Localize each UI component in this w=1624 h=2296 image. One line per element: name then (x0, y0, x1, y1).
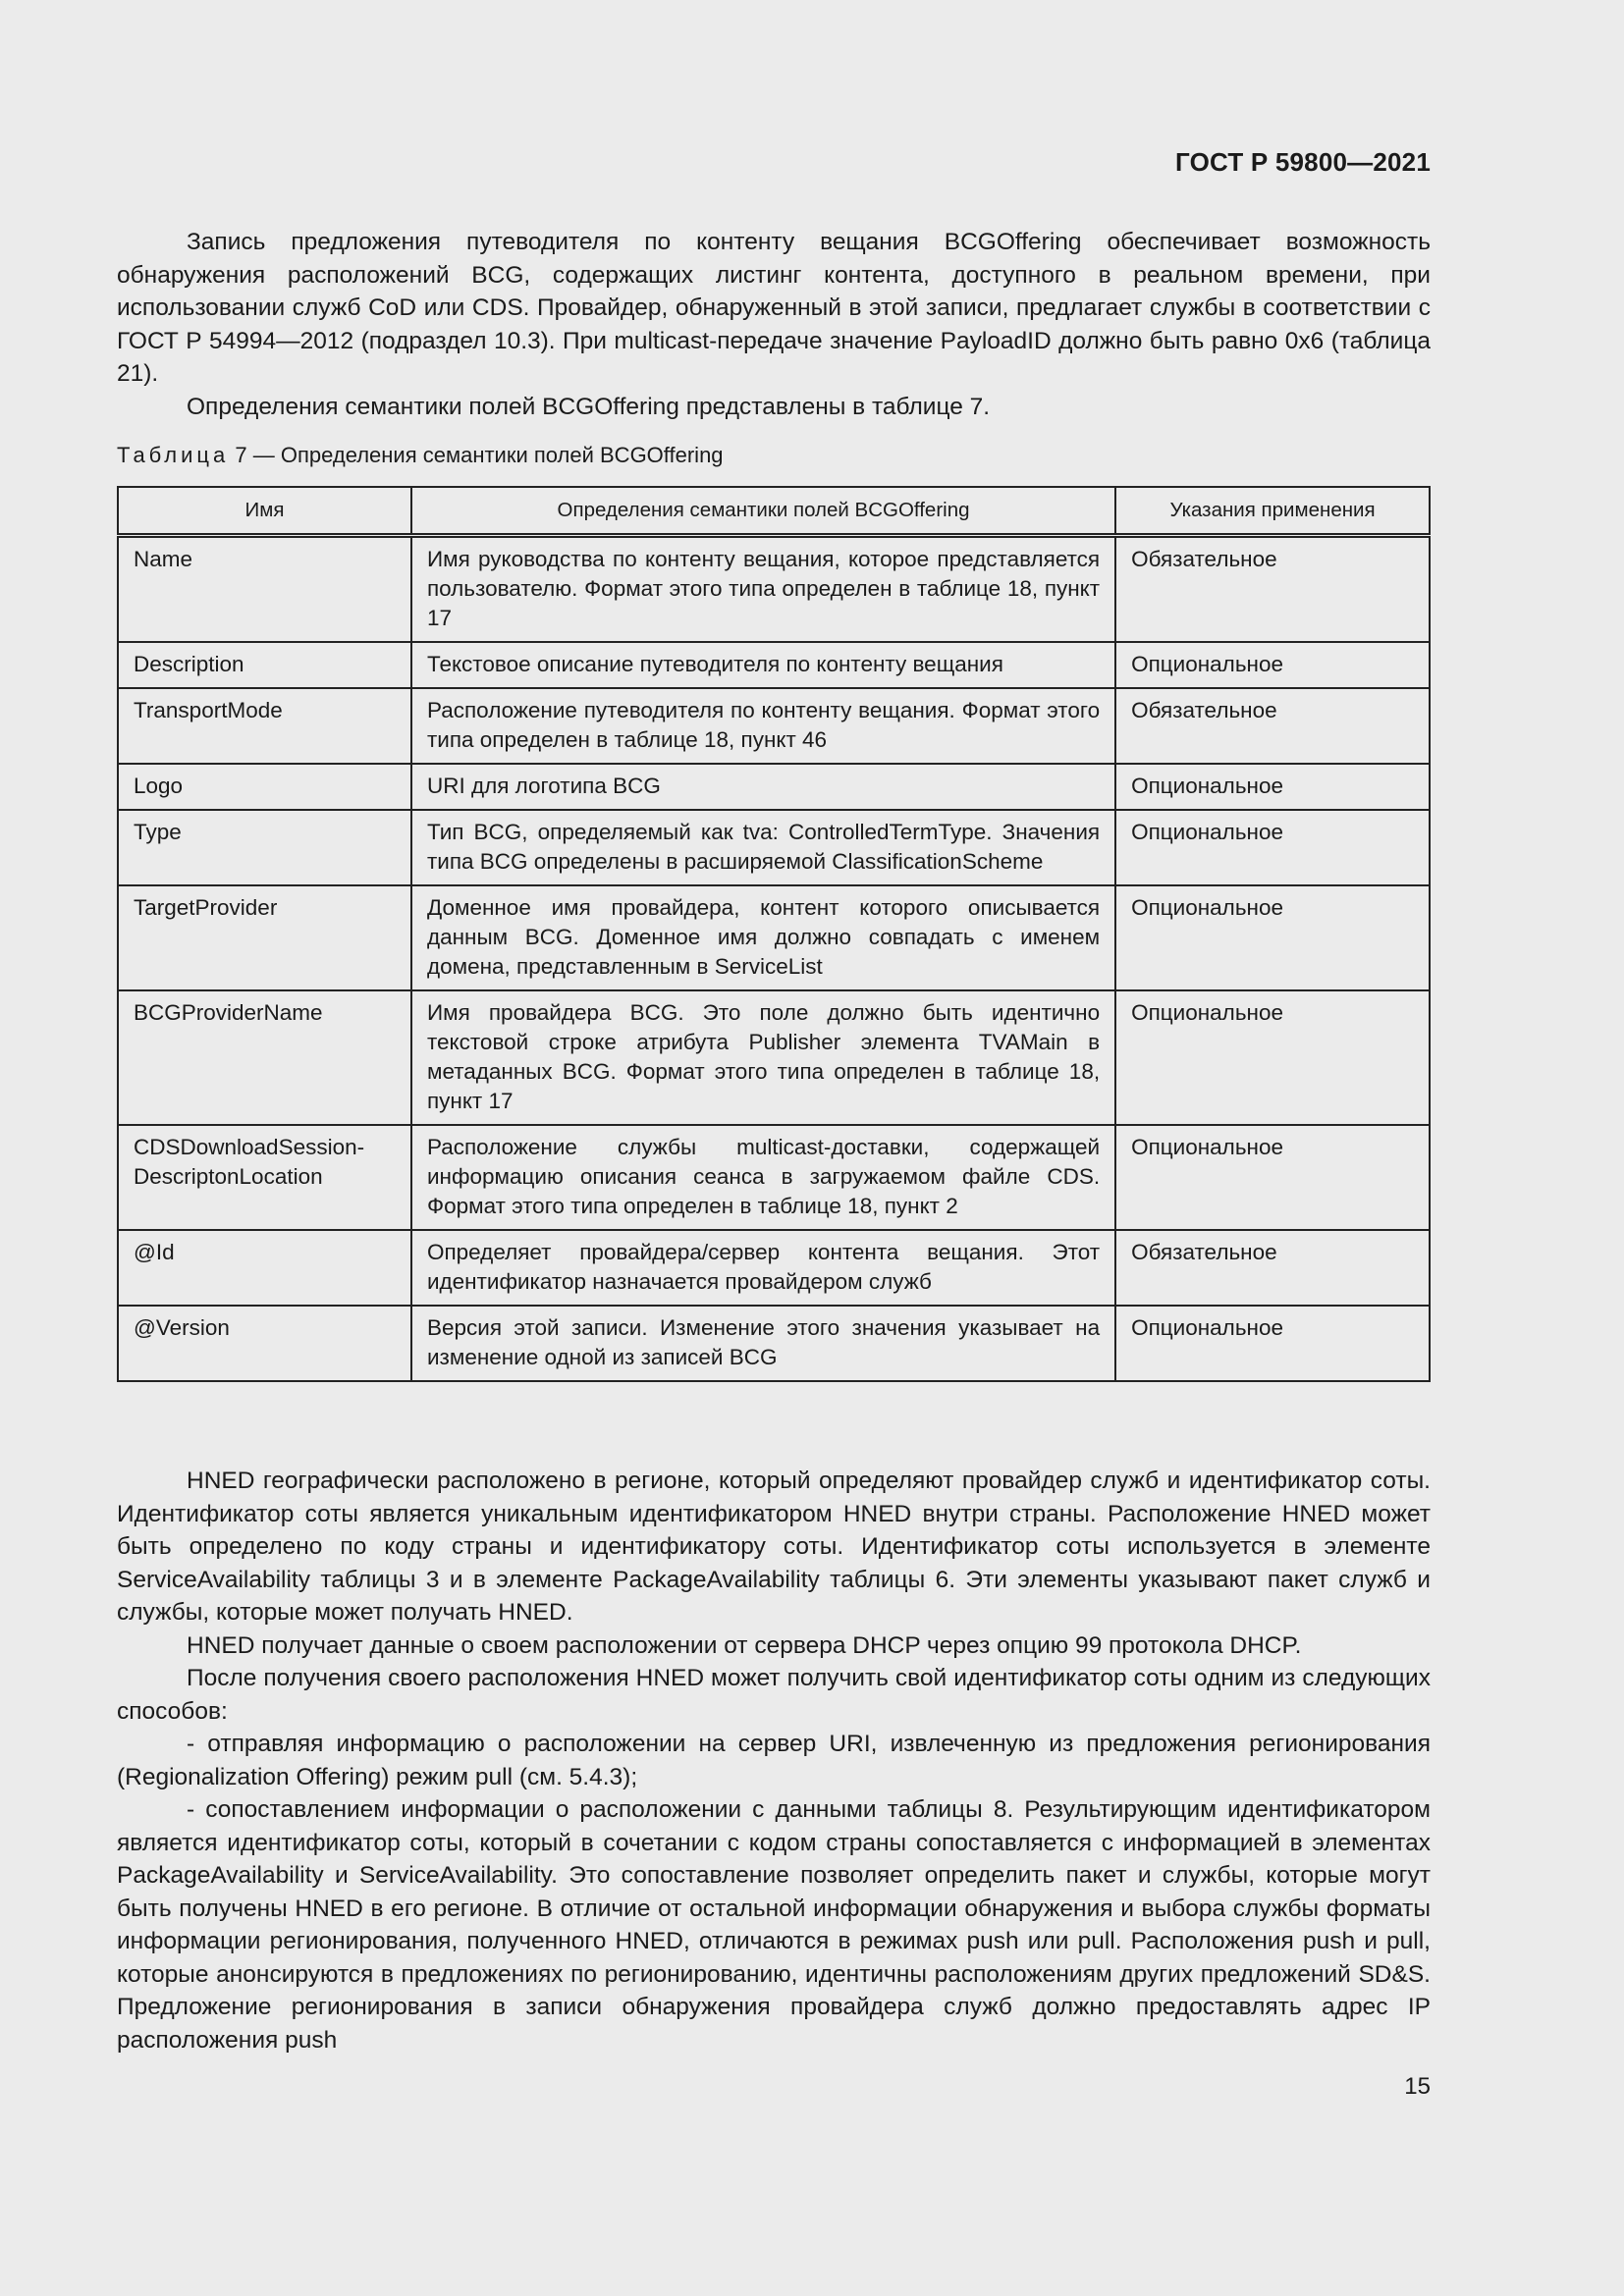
intro-paragraph: Запись предложения путеводителя по контенту вещания BCGOffering обеспечивает возможность обнаружения расположений BCG, содержащих листинг контента, доступного в реальном времени, при использовании служб CoD или CDS. Провайдер, обнаруженный в этой записи, предлагает службы в соответствии с ГОСТ Р 54994—2012 (подраздел 10.3). При multicast-передаче значение PayloadID должно быть равно 0x6 (таблица 21). (117, 229, 1431, 387)
field-name: Type (118, 810, 411, 885)
table-row (118, 1230, 1430, 1306)
field-name: TargetProvider (118, 885, 411, 990)
field-definition: Имя руководства по контенту вещания, которое представляется пользователю. Формат этого типа определен в таблице 18, пункт 17 (411, 536, 1115, 643)
field-definition: URI для логотипа BCG (411, 764, 1115, 810)
field-usage: Опциональное (1115, 642, 1430, 688)
body-list-item: - отправляя информацию о расположении на сервер URI, извлеченную из предложения регионирования (Regionalization Offering) режим pull (см. 5.4.3); (117, 1731, 1431, 1790)
field-usage: Обязательное (1115, 536, 1430, 643)
body-paragraph: HNED географически расположено в регионе, который определяют провайдер служб и идентификатор соты. Идентификатор соты является уникальным идентификатором HNED внутри страны. Расположение HNED может быть определено по коду страны и идентификатору соты. Идентификатор соты используется в элементе ServiceAvailability таблицы 3 и в элементе PackageAvailability таблицы 6. Эти элементы указывают пакет служб и службы, которые может получать HNED. (117, 1468, 1431, 1626)
table-caption-title: 7 — Определения семантики полей BCGOffering (229, 443, 724, 467)
field-definition: Имя провайдера BCG. Это поле должно быть идентично текстовой строке атрибута Publisher элемента TVAMain в метаданных BCG. Формат этого типа определен в таблице 18, пункт 17 (411, 990, 1115, 1125)
table-row (118, 810, 1430, 885)
field-usage: Опциональное (1115, 1125, 1430, 1230)
table-row (118, 764, 1430, 810)
table-row (118, 536, 1430, 643)
table-header-row (118, 487, 1430, 536)
table-row (118, 1306, 1430, 1381)
field-name: Logo (118, 764, 411, 810)
field-usage: Опциональное (1115, 764, 1430, 810)
field-name: Description (118, 642, 411, 688)
body-paragraph: После получения своего расположения HNED может получить свой идентификатор соты одним из следующих способов: (117, 1665, 1431, 1725)
table-row (118, 642, 1430, 688)
column-header-definition: Определения семантики полей BCGOffering (411, 487, 1115, 536)
field-definition: Доменное имя провайдера, контент которого описывается данным BCG. Доменное имя должно совпадать с именем домена, представленным в ServiceList (411, 885, 1115, 990)
field-name: TransportMode (118, 688, 411, 764)
table-row (118, 1125, 1430, 1230)
page-number: 15 (1404, 2073, 1431, 2100)
table-row (118, 990, 1430, 1125)
intro-paragraph: Определения семантики полей BCGOffering представлены в таблице 7. (187, 393, 991, 420)
field-usage: Опциональное (1115, 885, 1430, 990)
body-paragraph: HNED получает данные о своем расположении от сервера DHCP через опцию 99 протокола DHCP. (187, 1631, 1302, 1659)
semantics-table (117, 486, 1431, 1382)
field-usage: Обязательное (1115, 1230, 1430, 1306)
body-text (117, 1465, 1431, 2056)
field-usage: Опциональное (1115, 1306, 1430, 1381)
body-list-item: - сопоставлением информации о расположении с данными таблицы 8. Результирующим идентификатором является идентификатор соты, который в сочетании с кодом страны сопоставляется с информацией в элементах PackageAvailability и ServiceAvailability. Это сопоставление позволяет определить пакет и службы, которые могут быть получены HNED в его регионе. В отличие от остальной информации обнаружения и выбора службы форматы информации регионирования, полученного HNED, отличаются в режимах push или pull. Расположения push и pull, которые анонсируются в предложениях по регионированию, идентичны расположениям других предложений SD&S. Предложение регионирования в записи обнаружения провайдера служб должно предоставлять адрес IP расположения push (117, 1796, 1431, 2054)
table-caption-prefix: Таблица (117, 443, 230, 467)
field-usage: Опциональное (1115, 810, 1430, 885)
field-name: BCGProviderName (118, 990, 411, 1125)
field-usage: Обязательное (1115, 688, 1430, 764)
field-definition: Тип BCG, определяемый как tva: ControlledTermType. Значения типа BCG определены в расширяемой ClassificationScheme (411, 810, 1115, 885)
intro-text (117, 226, 1431, 423)
table-row (118, 688, 1430, 764)
document-code: ГОСТ Р 59800—2021 (1175, 147, 1431, 177)
field-name: @Version (118, 1306, 411, 1381)
column-header-usage: Указания применения (1115, 487, 1430, 536)
field-definition: Текстовое описание путеводителя по контенту вещания (411, 642, 1115, 688)
field-name: CDSDownloadSession-DescriptonLocation (118, 1125, 411, 1230)
column-header-name: Имя (118, 487, 411, 536)
field-name: @Id (118, 1230, 411, 1306)
field-definition: Определяет провайдера/сервер контента вещания. Этот идентификатор назначается провайдером служб (411, 1230, 1115, 1306)
field-definition: Расположение путеводителя по контенту вещания. Формат этого типа определен в таблице 18, пункт 46 (411, 688, 1115, 764)
field-name: Name (118, 536, 411, 643)
field-definition: Расположение службы multicast-доставки, содержащей информацию описания сеанса в загружаемом файле CDS. Формат этого типа определен в таблице 18, пункт 2 (411, 1125, 1115, 1230)
table-row (118, 885, 1430, 990)
table-caption (117, 443, 724, 468)
field-definition: Версия этой записи. Изменение этого значения указывает на изменение одной из записей BCG (411, 1306, 1115, 1381)
field-usage: Опциональное (1115, 990, 1430, 1125)
